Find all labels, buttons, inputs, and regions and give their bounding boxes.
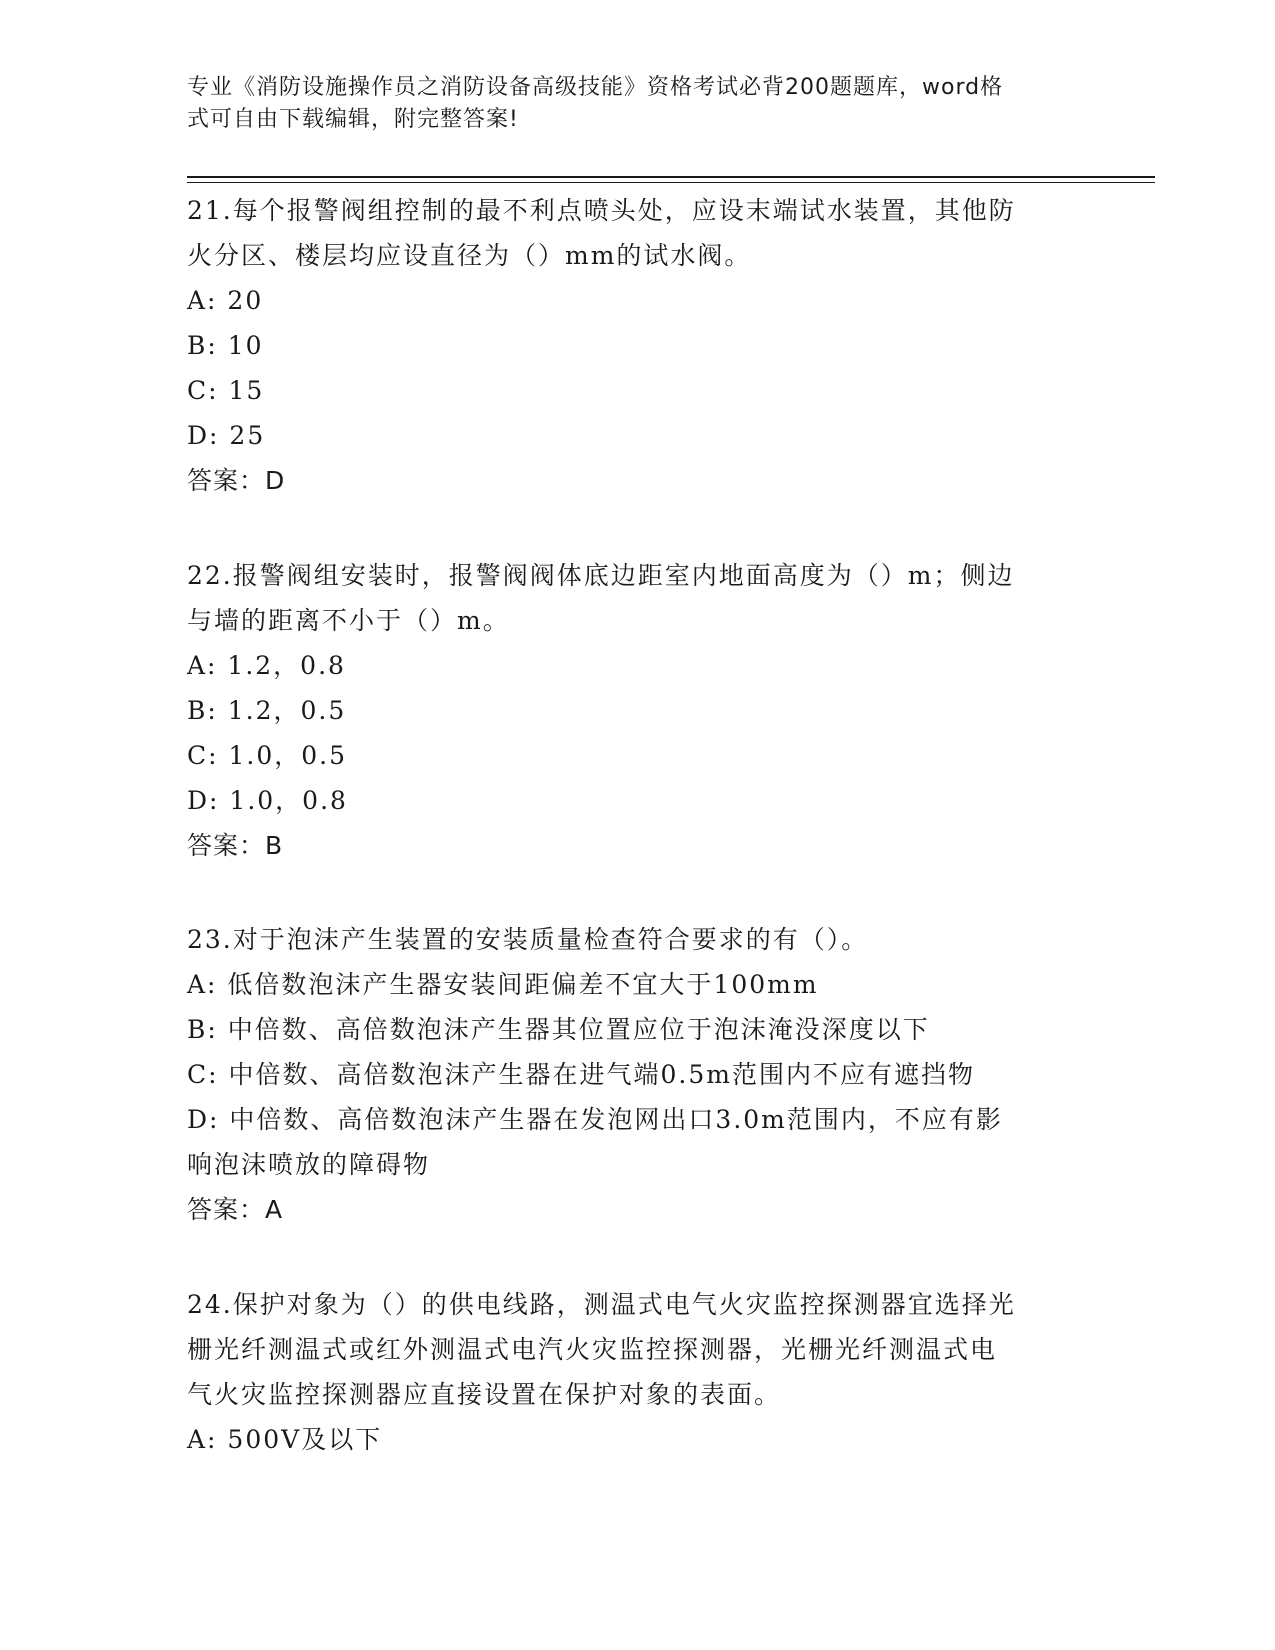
option-d-continued: 响泡沫喷放的障碍物 — [187, 1150, 431, 1179]
option-c: C: 15 — [187, 376, 265, 405]
option-d: D: 中倍数、高倍数泡沫产生器在发泡网出口3.0m范围内，不应有影 — [187, 1105, 1003, 1134]
option-a: A: 1.2，0.8 — [187, 651, 346, 680]
question-24 — [187, 1282, 1087, 1462]
question-stem-line: 气火灾监控探测器应直接设置在保护对象的表面。 — [187, 1380, 782, 1409]
answer-label: 答案：B — [187, 831, 284, 860]
header-line-1: 专业《消防设施操作员之消防设备高级技能》资格考试必背200题题库，word格 — [187, 75, 1004, 100]
header-divider-thick — [187, 176, 1155, 178]
header-divider-thin — [187, 182, 1155, 183]
question-stem-line: 23.对于泡沫产生装置的安装质量检查符合要求的有（）。 — [187, 925, 869, 954]
option-b: B: 10 — [187, 331, 264, 360]
option-b: B: 1.2，0.5 — [187, 696, 347, 725]
question-stem-line: 栅光纤测温式或红外测温式电汽火灾监控探测器，光栅光纤测温式电 — [187, 1335, 998, 1364]
option-d: D: 25 — [187, 421, 266, 450]
answer-label: 答案：A — [187, 1195, 284, 1224]
question-stem-line: 21.每个报警阀组控制的最不利点喷头处，应设末端试水装置，其他防 — [187, 196, 1016, 225]
document-header — [187, 72, 1087, 136]
question-22 — [187, 553, 1087, 868]
option-a: A: 500V及以下 — [187, 1425, 383, 1454]
question-stem-line: 与墙的距离不小于（）m。 — [187, 606, 510, 635]
question-stem-line: 22.报警阀组安装时，报警阀阀体底边距室内地面高度为（）m；侧边 — [187, 561, 1015, 590]
option-c: C: 中倍数、高倍数泡沫产生器在进气端0.5m范围内不应有遮挡物 — [187, 1060, 975, 1089]
question-stem-line: 火分区、楼层均应设直径为（）mm的试水阀。 — [187, 241, 752, 270]
question-21 — [187, 188, 1087, 503]
option-c: C: 1.0，0.5 — [187, 741, 348, 770]
answer-label: 答案：D — [187, 466, 286, 495]
option-a: A: 20 — [187, 286, 264, 315]
option-a: A: 低倍数泡沫产生器安装间距偏差不宜大于100mm — [187, 970, 819, 999]
question-23 — [187, 917, 1087, 1232]
header-line-2: 式可自由下载编辑，附完整答案! — [187, 107, 519, 132]
question-stem-line: 24.保护对象为（）的供电线路，测温式电气火灾监控探测器宜选择光 — [187, 1290, 1016, 1319]
option-b: B: 中倍数、高倍数泡沫产生器其位置应位于泡沫淹没深度以下 — [187, 1015, 930, 1044]
option-d: D: 1.0，0.8 — [187, 786, 348, 815]
